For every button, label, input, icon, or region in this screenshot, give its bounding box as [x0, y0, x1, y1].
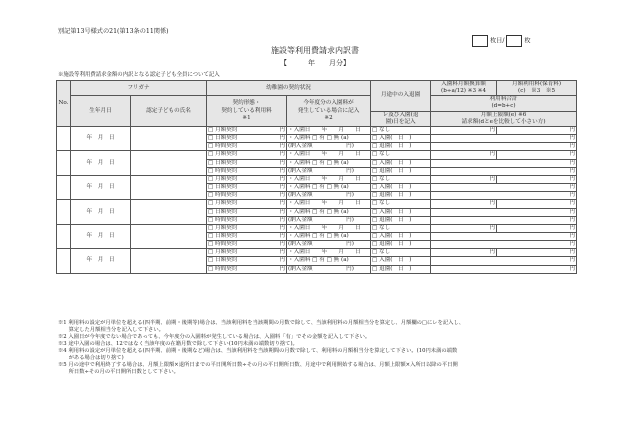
claim-value[interactable]: 円 — [431, 192, 577, 200]
monthly-fee-value[interactable]: 円 — [497, 249, 577, 257]
daily-contract[interactable]: □ 日額契約 円 — [208, 257, 286, 264]
withdrawn-checkbox[interactable]: □ 退園( 日 ) — [371, 167, 431, 175]
sum-value[interactable]: 円 — [431, 257, 577, 265]
row-no — [57, 249, 71, 273]
entry-fee-yes[interactable]: ・入園料 □ 有 □ 無 (a) — [287, 159, 371, 167]
row-no — [57, 200, 71, 224]
child-name-cell[interactable] — [131, 151, 207, 175]
entry-date[interactable]: ・入園日 年 月 日 — [287, 200, 371, 208]
monthly-conv-formula: (b÷a/12) ※3 ※4 — [441, 88, 487, 95]
midmonth-sub2: 園)日を記入 — [385, 118, 416, 125]
entry-fee-yes[interactable]: ・入園料 □ 有 □ 無 (a) — [287, 257, 371, 265]
sum-value[interactable]: 円 — [431, 208, 577, 216]
entry-fee-yes[interactable]: ・入園料 □ 有 □ 無 (a) — [287, 135, 371, 143]
none-checkbox[interactable]: □ なし — [371, 126, 431, 134]
claim-value[interactable]: 円 — [431, 216, 577, 224]
page-title: 施設等利用費請求内訳書 — [271, 46, 359, 55]
footnote-line: がある場合は切り捨て) — [58, 354, 124, 361]
row-no — [57, 224, 71, 248]
monthly-fee-value[interactable]: 円 — [497, 224, 577, 232]
hourly-contract[interactable]: □ 時間契約 円 — [208, 167, 286, 174]
monthly-contract[interactable]: □ 月額契約 円 — [208, 126, 286, 133]
table-row — [57, 200, 577, 208]
row-no — [57, 126, 71, 150]
birth-date[interactable]: 年 月 日 — [71, 151, 131, 175]
withdrawn-checkbox[interactable]: □ 退園( 日 ) — [371, 192, 431, 200]
header-kindergarten: 幼稚園の契約状況 — [207, 81, 371, 96]
daily-contract[interactable]: □ 日額契約 円 — [208, 184, 286, 191]
header-birth: 生年月日 — [71, 96, 131, 127]
table-row — [57, 151, 577, 159]
entry-fee-sub: 発生している場合に記入 — [297, 107, 360, 114]
monthly-fee-value[interactable]: 円 — [497, 126, 577, 134]
monthly-conv-label: 入園料月額換算額 — [441, 81, 486, 87]
entry-fee-yes[interactable]: ・入園料 □ 有 □ 無 (a) — [287, 208, 371, 216]
header-furigana: フリガナ — [71, 81, 207, 96]
row-no — [57, 175, 71, 199]
footnote-line: ※1 利用料の設定が月単位を超える(四半期、前期・後期等)場合は、当該利用料を当該期間の月数で除して、当該利用料の月額相当分を算定し、月額欄の□にレを記入し、 — [58, 320, 465, 326]
birth-date[interactable]: 年 月 日 — [71, 224, 131, 248]
header-midmonth-sub — [371, 111, 431, 126]
monthly-fee-c: (c) ※3 ※5 — [518, 88, 556, 95]
entry-fee-label: 今年度分の入園料が — [303, 100, 354, 107]
monthly-contract[interactable]: □ 月額契約 円 — [208, 175, 286, 182]
table-row — [57, 224, 577, 232]
header-child-name: 認定子どもの氏名 — [131, 96, 207, 127]
birth-date[interactable]: 年 月 日 — [71, 126, 131, 150]
child-name-cell[interactable] — [131, 175, 207, 199]
withdrawn-checkbox[interactable]: □ 退園( 日 ) — [371, 265, 431, 273]
entry-fee-yes[interactable]: ・入園料 □ 有 □ 無 (a) — [287, 232, 371, 240]
sum-value[interactable]: 円 — [431, 232, 577, 240]
entry-date[interactable]: ・入園日 年 月 日 — [287, 126, 371, 134]
entry-amount[interactable]: (納入金額 円) — [287, 143, 371, 151]
header-monthly-conv — [431, 81, 497, 96]
daily-contract[interactable]: □ 日額契約 円 — [208, 135, 286, 142]
claim-value[interactable]: 円 — [431, 241, 577, 249]
monthly-contract[interactable]: □ 月額契約 円 — [208, 200, 286, 207]
midmonth-sub: レ及び入園(退 — [382, 111, 419, 118]
total-label: 枚 — [524, 37, 531, 45]
withdrawn-checkbox[interactable]: □ 退園( 日 ) — [371, 143, 431, 151]
header-monthly-fee — [497, 81, 577, 96]
contract-form-label: 契約形態・ — [232, 100, 261, 107]
entry-amount[interactable]: (納入金額 円) — [287, 265, 371, 273]
sum-value[interactable]: 円 — [431, 135, 577, 143]
table-row — [57, 249, 577, 257]
entered-checkbox[interactable]: □ 入園( 日 ) — [371, 135, 431, 143]
footnote-line: ※2 入園日が今年度でない場合であっても、今年度分の入園料が発生している場合は、入園料「有」でその金額を記入して下さい。 — [58, 333, 371, 340]
header-row-1 — [57, 81, 577, 96]
footnote-line: ※4 利用料の設定が月単位を超える(四半期、前期・後期など)場合は、当該利用料を当該期間の月数で除して、利用料の月額相当分を算定して下さい。(10円未満の端数 — [58, 347, 458, 354]
none-checkbox[interactable]: □ なし — [371, 200, 431, 208]
monthly-conv-value[interactable]: 円 — [431, 126, 497, 134]
header-entry-fee — [287, 96, 371, 127]
none-checkbox[interactable]: □ なし — [371, 151, 431, 159]
entry-amount[interactable]: (納入金額 円) — [287, 241, 371, 249]
hourly-contract[interactable]: □ 時間契約 円 — [208, 265, 286, 272]
monthly-conv-value[interactable]: 円 — [431, 175, 497, 183]
hourly-contract[interactable]: □ 時間契約 円 — [208, 192, 286, 199]
claim-value[interactable]: 円 — [431, 167, 577, 175]
entry-date[interactable]: ・入園日 年 月 日 — [287, 249, 371, 257]
contract-sub-label: 契約している利用料 — [221, 107, 272, 114]
top-note: ※施設等利用費請求金額の内訳となる認定子ども全員について記入 — [58, 72, 220, 78]
claim-value[interactable]: 円 — [431, 143, 577, 151]
monthly-fee-value[interactable]: 円 — [497, 151, 577, 159]
monthly-contract[interactable]: □ 月額契約 円 — [208, 151, 286, 158]
monthly-conv-value[interactable]: 円 — [431, 224, 497, 232]
page-label: 枚目/ — [489, 37, 505, 45]
hourly-contract[interactable]: □ 時間契約 円 — [208, 241, 286, 248]
table-row — [57, 175, 577, 183]
child-name-cell[interactable] — [131, 126, 207, 150]
row-no — [57, 151, 71, 175]
header-contract — [207, 96, 287, 127]
footnotes — [58, 320, 618, 376]
footnote-line: 算定した月額相当分を記入して下さい。 — [58, 326, 164, 333]
daily-contract[interactable]: □ 日額契約 円 — [208, 159, 286, 166]
none-checkbox[interactable]: □ なし — [371, 175, 431, 183]
entered-checkbox[interactable]: □ 入園( 日 ) — [371, 232, 431, 240]
monthly-fee-value[interactable]: 円 — [497, 200, 577, 208]
monthly-conv-value[interactable]: 円 — [431, 151, 497, 159]
table-row — [57, 126, 577, 134]
daily-contract[interactable]: □ 日額契約 円 — [208, 208, 286, 215]
monthly-fee-value[interactable]: 円 — [497, 175, 577, 183]
child-name-cell[interactable] — [131, 224, 207, 248]
entry-date[interactable]: ・入園日 年 月 日 — [287, 224, 371, 232]
withdrawn-checkbox[interactable]: □ 退園( 日 ) — [371, 216, 431, 224]
entry-note: ※2 — [324, 114, 333, 121]
midmonth-label: 月途中の入退園 — [380, 92, 421, 99]
child-name-cell[interactable] — [131, 200, 207, 224]
sum-formula: (d=b+c) — [491, 103, 516, 110]
footnote-line: 所日数÷その月の平日開所日数として下さい。 — [58, 368, 179, 375]
entered-checkbox[interactable]: □ 入園( 日 ) — [371, 208, 431, 216]
monthly-conv-value[interactable]: 円 — [431, 249, 497, 257]
footnote-line: ※5 月の途中で利用終了する場合は、月額上限額×退所日までの平日開所日数÷その月の平日開所日数、月途中で利用開始する場合は、月額上限額×入所日以降の平日開 — [58, 361, 458, 368]
year-month: 【 年 月分】 — [280, 59, 350, 67]
claim-label: 請求額(dとeを比較して小さい方) — [461, 118, 546, 125]
entered-checkbox[interactable]: □ 入園( 日 ) — [371, 184, 431, 192]
header-no: No. — [57, 81, 71, 127]
entry-date[interactable]: ・入園日 年 月 日 — [287, 151, 371, 159]
child-name-cell[interactable] — [131, 249, 207, 273]
entry-amount[interactable]: (納入金額 円) — [287, 167, 371, 175]
monthly-conv-value[interactable]: 円 — [431, 200, 497, 208]
monthly-fee-label: 月額利用料(保育料) — [511, 81, 562, 87]
header-sum — [431, 96, 577, 111]
entry-amount[interactable]: (納入金額 円) — [287, 192, 371, 200]
sum-value[interactable]: 円 — [431, 159, 577, 167]
hourly-contract[interactable]: □ 時間契約 円 — [208, 216, 286, 223]
monthly-contract[interactable]: □ 月額契約 円 — [208, 249, 286, 256]
entered-checkbox[interactable]: □ 入園( 日 ) — [371, 159, 431, 167]
birth-date[interactable]: 年 月 日 — [71, 175, 131, 199]
entry-amount[interactable]: (納入金額 円) — [287, 216, 371, 224]
sum-label: 利用料合計 — [489, 96, 518, 103]
entered-checkbox[interactable]: □ 入園( 日 ) — [371, 257, 431, 265]
withdrawn-checkbox[interactable]: □ 退園( 日 ) — [371, 241, 431, 249]
header-cap-claim — [431, 111, 577, 126]
claim-value[interactable]: 円 — [431, 265, 577, 273]
cap-label: 月額上限額(e) ※6 — [480, 111, 527, 118]
footnote-line: ※3 途中入園の場合は、12ではなく当該年度の在籍月数で除して下さい(10円未満の端数切り捨て)。 — [58, 340, 298, 347]
hourly-contract[interactable]: □ 時間契約 円 — [208, 143, 286, 150]
form-reference: 別記第13号様式の21(第13条の11関係) — [58, 28, 169, 35]
contract-note: ※1 — [242, 114, 251, 121]
entry-date[interactable]: ・入園日 年 月 日 — [287, 175, 371, 183]
sum-value[interactable]: 円 — [431, 184, 577, 192]
monthly-contract[interactable]: □ 月額契約 円 — [208, 224, 286, 231]
birth-date[interactable]: 年 月 日 — [71, 249, 131, 273]
header-midmonth — [371, 81, 431, 112]
none-checkbox[interactable]: □ なし — [371, 249, 431, 257]
daily-contract[interactable]: □ 日額契約 円 — [208, 232, 286, 239]
claim-table — [56, 80, 577, 274]
none-checkbox[interactable]: □ なし — [371, 224, 431, 232]
header-row-2 — [57, 96, 577, 111]
birth-date[interactable]: 年 月 日 — [71, 200, 131, 224]
entry-fee-yes[interactable]: ・入園料 □ 有 □ 無 (a) — [287, 184, 371, 192]
